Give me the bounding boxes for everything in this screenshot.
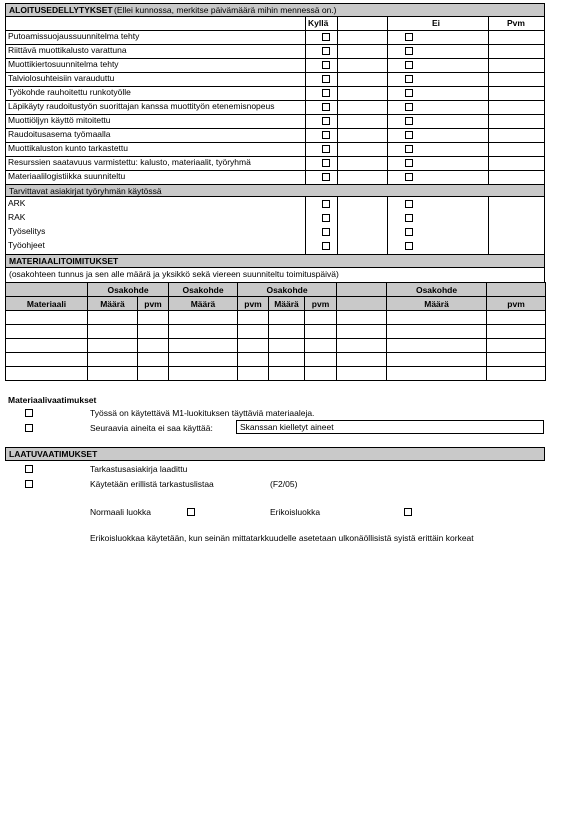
yes-checkbox[interactable] bbox=[322, 75, 330, 83]
checklist-checkbox[interactable] bbox=[25, 480, 33, 488]
checklist-label: Käytetään erillistä tarkastuslistaa bbox=[90, 479, 214, 489]
no-checkbox[interactable] bbox=[405, 33, 413, 41]
doc-yes-checkbox[interactable] bbox=[322, 214, 330, 222]
table-row bbox=[6, 325, 546, 339]
table-cell[interactable] bbox=[238, 325, 269, 339]
table-cell[interactable] bbox=[88, 339, 138, 353]
table-cell[interactable] bbox=[337, 325, 387, 339]
condition-label: Työkohde rauhoitettu runkotyölle bbox=[8, 87, 131, 97]
materiaali-header: Materiaali bbox=[6, 297, 88, 311]
table-cell[interactable] bbox=[387, 311, 487, 325]
yes-checkbox[interactable] bbox=[322, 117, 330, 125]
pvm-header: pvm bbox=[138, 297, 169, 311]
pvm-header: pvm bbox=[487, 297, 546, 311]
table-cell[interactable] bbox=[487, 339, 546, 353]
col-yes-label: Kyllä bbox=[308, 18, 329, 28]
table-cell[interactable] bbox=[337, 339, 387, 353]
table-cell[interactable] bbox=[387, 353, 487, 367]
condition-label: Putoamissuojaussuunnitelma tehty bbox=[8, 31, 140, 41]
forbidden-checkbox[interactable] bbox=[25, 424, 33, 432]
table-cell[interactable] bbox=[88, 367, 138, 381]
doc-no-checkbox[interactable] bbox=[405, 228, 413, 236]
condition-label: Muottikiertosuunnitelma tehty bbox=[8, 59, 119, 69]
table-cell[interactable] bbox=[337, 311, 387, 325]
table-cell[interactable] bbox=[138, 339, 169, 353]
doc-label: Työselitys bbox=[8, 226, 46, 236]
no-checkbox[interactable] bbox=[405, 131, 413, 139]
table-cell[interactable] bbox=[238, 367, 269, 381]
table-cell[interactable] bbox=[269, 353, 305, 367]
table-cell[interactable] bbox=[269, 325, 305, 339]
col-divider bbox=[488, 17, 489, 255]
material-deliveries-subtitle: (osakohteen tunnus ja sen alle määrä ja yksikkö sekä viereen suunniteltu toimituspäivä) bbox=[9, 269, 339, 279]
table-cell[interactable] bbox=[88, 325, 138, 339]
condition-label: Talviolosuhteisiin varauduttu bbox=[8, 73, 115, 83]
osakohde-header-4: Osakohde bbox=[387, 283, 487, 297]
osakohde-header-2: Osakohde bbox=[169, 283, 238, 297]
condition-label: Resurssien saatavuus varmistettu: kalusto, materiaalit, työryhmä bbox=[8, 157, 251, 167]
table-row bbox=[6, 311, 546, 325]
maara-header: Määrä bbox=[169, 297, 238, 311]
start-conditions-subtitle: (Ellei kunnossa, merkitse päivämäärä mihin mennessä on.) bbox=[114, 5, 337, 15]
condition-label: Muottiöljyn käyttö mitoitettu bbox=[8, 115, 111, 125]
inspection-doc-checkbox[interactable] bbox=[25, 465, 33, 473]
docs-title: Tarvittavat asiakirjat työryhmän käytössä bbox=[9, 186, 162, 196]
doc-label: RAK bbox=[8, 212, 26, 222]
inspection-doc-label: Tarkastusasiakirja laadittu bbox=[90, 464, 188, 474]
table-cell[interactable] bbox=[487, 367, 546, 381]
col-divider bbox=[387, 17, 388, 255]
yes-checkbox[interactable] bbox=[322, 47, 330, 55]
quality-title: LAATUVAATIMUKSET bbox=[9, 449, 98, 459]
osakohde-header-1: Osakohde bbox=[88, 283, 169, 297]
table-row bbox=[6, 339, 546, 353]
table-cell[interactable] bbox=[6, 325, 88, 339]
yes-checkbox[interactable] bbox=[322, 131, 330, 139]
table-header-cell bbox=[487, 283, 546, 297]
table-cell[interactable] bbox=[6, 339, 88, 353]
doc-yes-checkbox[interactable] bbox=[322, 228, 330, 236]
no-checkbox[interactable] bbox=[405, 117, 413, 125]
doc-no-checkbox[interactable] bbox=[405, 214, 413, 222]
col-divider bbox=[305, 17, 306, 255]
doc-label: ARK bbox=[8, 198, 26, 208]
table-header-cell bbox=[337, 297, 387, 311]
table-cell[interactable] bbox=[238, 353, 269, 367]
normal-class-checkbox[interactable] bbox=[187, 508, 195, 516]
table-cell[interactable] bbox=[487, 311, 546, 325]
maara-header: Määrä bbox=[269, 297, 305, 311]
forbidden-substances-field[interactable] bbox=[236, 420, 544, 434]
table-cell[interactable] bbox=[88, 353, 138, 367]
yes-checkbox[interactable] bbox=[322, 145, 330, 153]
condition-label: Muottikaluston kunto tarkastettu bbox=[8, 143, 129, 153]
forbidden-substances-value: Skanssan kielletyt aineet bbox=[240, 422, 334, 432]
table-cell[interactable] bbox=[169, 311, 238, 325]
table-cell[interactable] bbox=[305, 311, 337, 325]
table-cell[interactable] bbox=[337, 353, 387, 367]
table-cell[interactable] bbox=[238, 311, 269, 325]
no-checkbox[interactable] bbox=[405, 173, 413, 181]
condition-label: Riittävä muottikalusto varattuna bbox=[8, 45, 127, 55]
doc-no-checkbox[interactable] bbox=[405, 242, 413, 250]
no-checkbox[interactable] bbox=[405, 89, 413, 97]
maara-header: Määrä bbox=[387, 297, 487, 311]
table-row bbox=[6, 353, 546, 367]
pvm-header: pvm bbox=[305, 297, 337, 311]
doc-yes-checkbox[interactable] bbox=[322, 200, 330, 208]
osakohde-header-3: Osakohde bbox=[238, 283, 337, 297]
yes-checkbox[interactable] bbox=[322, 33, 330, 41]
table-cell[interactable] bbox=[387, 367, 487, 381]
table-cell[interactable] bbox=[305, 339, 337, 353]
table-cell[interactable] bbox=[238, 339, 269, 353]
special-class-checkbox[interactable] bbox=[404, 508, 412, 516]
materials-req-title: Materiaalivaatimukset bbox=[8, 395, 97, 405]
docs-header bbox=[5, 184, 545, 197]
table-cell[interactable] bbox=[169, 367, 238, 381]
condition-label: Raudoitusasema työmaalla bbox=[8, 129, 111, 139]
col-date-label: Pvm bbox=[507, 18, 525, 28]
start-conditions-header bbox=[5, 3, 545, 17]
col-divider bbox=[337, 17, 338, 255]
table-cell[interactable] bbox=[269, 339, 305, 353]
table-cell[interactable] bbox=[138, 353, 169, 367]
no-checkbox[interactable] bbox=[405, 103, 413, 111]
condition-label: Materiaalilogistiikka suunniteltu bbox=[8, 171, 126, 181]
table-cell[interactable] bbox=[269, 311, 305, 325]
table-header-cell bbox=[337, 283, 387, 297]
table-cell[interactable] bbox=[387, 339, 487, 353]
doc-label: Työohjeet bbox=[8, 240, 45, 250]
doc-no-checkbox[interactable] bbox=[405, 200, 413, 208]
table-cell[interactable] bbox=[6, 353, 88, 367]
table-cell[interactable] bbox=[305, 325, 337, 339]
no-checkbox[interactable] bbox=[405, 75, 413, 83]
material-deliveries-subtitle-row bbox=[5, 268, 545, 282]
no-checkbox[interactable] bbox=[405, 159, 413, 167]
table-cell[interactable] bbox=[487, 353, 546, 367]
table-cell[interactable] bbox=[169, 353, 238, 367]
table-cell[interactable] bbox=[487, 325, 546, 339]
table-cell[interactable] bbox=[6, 311, 88, 325]
start-conditions-title: ALOITUSEDELLYTYKSET bbox=[9, 5, 113, 15]
table-cell[interactable] bbox=[6, 367, 88, 381]
table-cell[interactable] bbox=[305, 367, 337, 381]
yes-checkbox[interactable] bbox=[322, 61, 330, 69]
table-cell[interactable] bbox=[169, 339, 238, 353]
table-row bbox=[6, 367, 546, 381]
m1-checkbox[interactable] bbox=[25, 409, 33, 417]
yes-checkbox[interactable] bbox=[322, 173, 330, 181]
yes-checkbox[interactable] bbox=[322, 103, 330, 111]
m1-label: Työssä on käytettävä M1-luokituksen täyttäviä materiaaleja. bbox=[90, 408, 315, 418]
special-class-label: Erikoisluokka bbox=[270, 507, 321, 517]
condition-label: Läpikäyty raudoitustyön suorittajan kanssa muottityön etenemisnopeus bbox=[8, 101, 275, 111]
normal-class-label: Normaali luokka bbox=[90, 507, 151, 517]
yes-checkbox[interactable] bbox=[322, 89, 330, 97]
table-cell[interactable] bbox=[138, 367, 169, 381]
material-deliveries-table bbox=[5, 282, 546, 381]
table-cell[interactable] bbox=[269, 367, 305, 381]
col-no-label: Ei bbox=[432, 18, 441, 28]
table-cell[interactable] bbox=[169, 325, 238, 339]
yes-checkbox[interactable] bbox=[322, 159, 330, 167]
checklist-ref: (F2/05) bbox=[270, 479, 298, 489]
maara-header: Määrä bbox=[88, 297, 138, 311]
table-cell[interactable] bbox=[138, 311, 169, 325]
no-checkbox[interactable] bbox=[405, 47, 413, 55]
no-checkbox[interactable] bbox=[405, 61, 413, 69]
table-cell[interactable] bbox=[387, 325, 487, 339]
material-deliveries-header bbox=[5, 254, 545, 268]
table-cell[interactable] bbox=[138, 325, 169, 339]
table-header-cell bbox=[6, 283, 88, 297]
table-cell[interactable] bbox=[88, 311, 138, 325]
no-checkbox[interactable] bbox=[405, 145, 413, 153]
pvm-header: pvm bbox=[238, 297, 269, 311]
quality-header bbox=[5, 447, 545, 461]
special-class-note: Erikoisluokkaa käytetään, kun seinän mittatarkkuudelle asetetaan ulkonäöllisistä syistä erittäin korkeat bbox=[90, 533, 474, 543]
table-cell[interactable] bbox=[305, 353, 337, 367]
material-deliveries-title: MATERIAALITOIMITUKSET bbox=[9, 256, 119, 266]
forbidden-label: Seuraavia aineita ei saa käyttää: bbox=[90, 423, 213, 433]
doc-yes-checkbox[interactable] bbox=[322, 242, 330, 250]
table-cell[interactable] bbox=[337, 367, 387, 381]
